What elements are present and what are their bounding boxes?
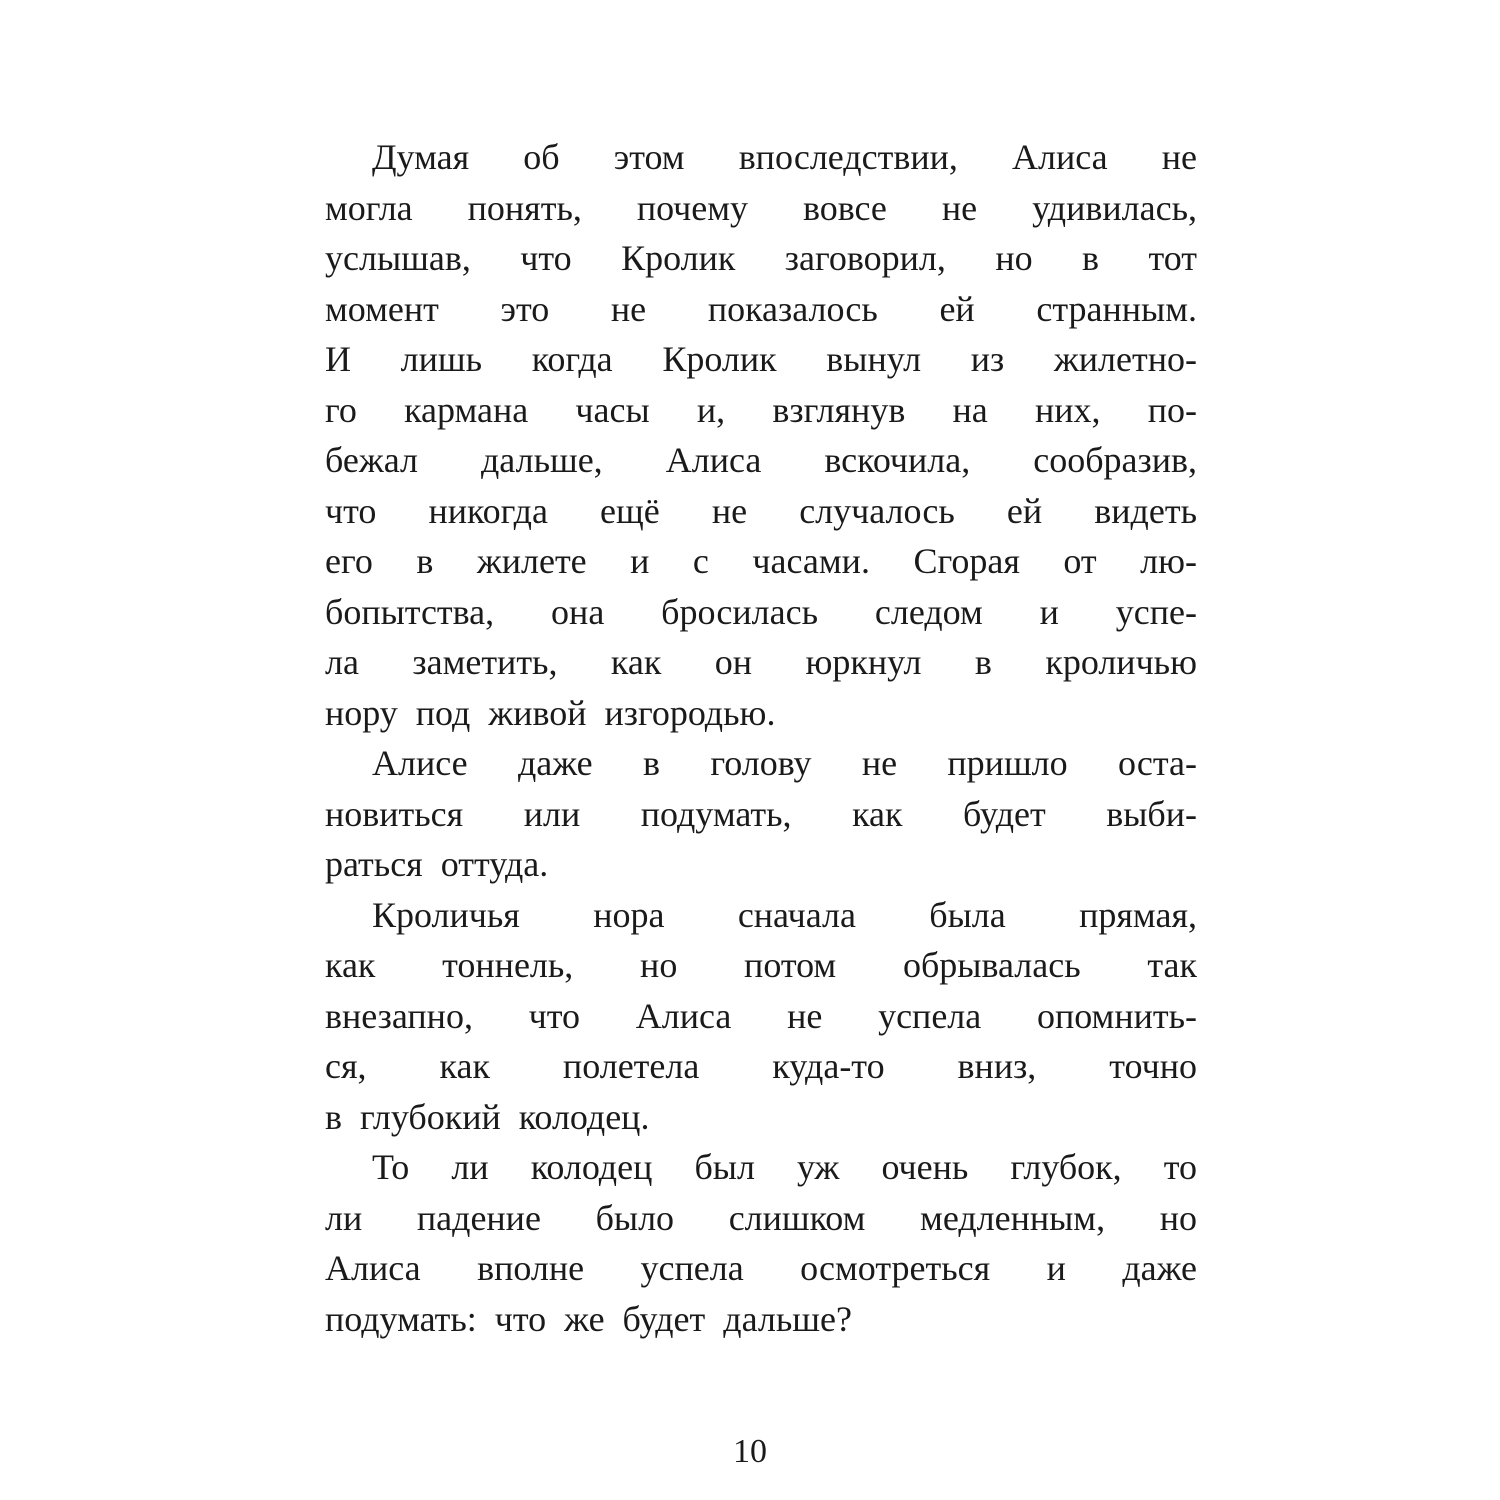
- text-line: нору под живой изгородью.: [325, 692, 776, 733]
- text-line: ла заметить, как он юркнул в кроличью: [325, 642, 1197, 682]
- text-line: го кармана часы и, взглянув на них, по-: [325, 389, 1197, 430]
- text-line: Думая об этом впоследствии, Алиса не: [372, 137, 1197, 177]
- text-line: ли падение было слишком медленным, но: [325, 1197, 1197, 1238]
- text-line: бопытства, она бросилась следом и успе-: [325, 591, 1197, 632]
- text-line: подумать: что же будет дальше?: [325, 1298, 852, 1339]
- page-number: 10: [733, 1433, 767, 1470]
- text-line: Кроличья нора сначала была прямая,: [372, 894, 1197, 935]
- text-line: его в жилете и с часами. Сгорая от лю-: [325, 541, 1197, 581]
- text-line: новиться или подумать, как будет выби-: [325, 793, 1197, 834]
- text-line: могла понять, почему вовсе не удивилась,: [325, 187, 1197, 228]
- text-line: раться оттуда.: [325, 844, 549, 884]
- text-line: То ли колодец был уж очень глубок, то: [372, 1147, 1197, 1187]
- text-line: бежал дальше, Алиса вскочила, сообразив,: [325, 440, 1197, 480]
- text-line: что никогда ещё не случалось ей видеть: [325, 490, 1197, 531]
- text-line: ся, как полетела куда-то вниз, точно: [325, 1046, 1197, 1086]
- text-line: в глубокий колодец.: [325, 1096, 650, 1137]
- text-line: услышав, что Кролик заговорил, но в тот: [325, 238, 1197, 278]
- text-line: момент это не показалось ей странным.: [325, 288, 1197, 329]
- text-line: внезапно, что Алиса не успела опомнить-: [325, 995, 1197, 1036]
- body-text: [325, 132, 1197, 1344]
- text-line: Алиса вполне успела осмотреться и даже: [325, 1248, 1197, 1288]
- text-line: И лишь когда Кролик вынул из жилетно-: [325, 339, 1197, 379]
- text-line: как тоннель, но потом обрывалась так: [325, 945, 1197, 985]
- text-line: Алисе даже в голову не пришло оста-: [372, 743, 1197, 783]
